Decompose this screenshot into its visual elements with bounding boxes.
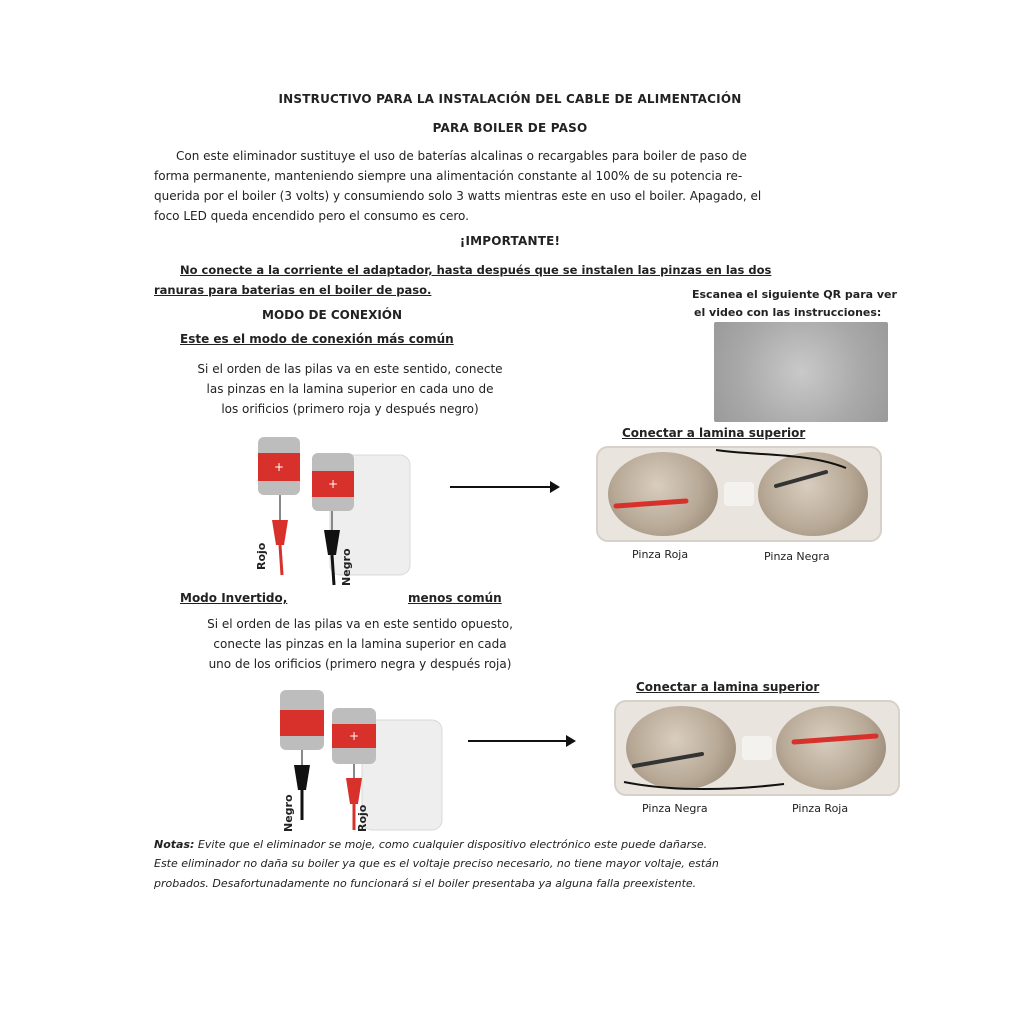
inverted-mode-line-3: uno de los orificios (primero negra y después roja)	[208, 657, 512, 671]
document-title: INSTRUCTIVO PARA LA INSTALACIÓN DEL CABLE DE ALIMENTACIÓN	[278, 92, 742, 106]
photo2-label-left: Pinza Negra	[642, 802, 708, 815]
battery2-label-black: Negro	[282, 794, 295, 832]
inverted-mode-suffix: menos común	[408, 591, 502, 605]
connection-heading: MODO DE CONEXIÓN	[262, 308, 403, 322]
notes-text-1: Evite que el eliminador se moje, como cualquier dispositivo electrónico este puede dañarse.	[194, 838, 708, 851]
intro-line-3: querida por el boiler (3 volts) y consumiendo solo 3 watts mientras este en uso el boiler. Apagado, el	[154, 189, 762, 203]
svg-text:+: +	[327, 477, 339, 491]
notes-line-1	[154, 834, 924, 855]
boiler-photo-inverted	[614, 700, 900, 796]
battery-right-2	[332, 708, 376, 764]
important-line-1: No conecte a la corriente el adaptador, hasta después que se instalen las pinzas en las dos	[180, 263, 772, 277]
battery-right	[312, 453, 354, 511]
arrow-right-2	[468, 740, 574, 742]
battery2-label-red: Rojo	[356, 804, 369, 832]
inverted-mode-line-1: Si el orden de las pilas va en este sentido opuesto,	[207, 617, 513, 631]
intro-line-2: forma permanente, manteniendo siempre una alimentación constante al 100% de su potencia re-	[154, 169, 743, 183]
black-clip-2	[294, 765, 310, 790]
important-line-2: ranuras para baterias en el boiler de paso.	[154, 283, 432, 297]
notes-line-2: Este eliminador no daña su boiler ya que es el voltaje preciso necesario, no tiene mayor voltaje, están	[154, 857, 719, 870]
red-clip	[272, 520, 288, 545]
photo2-label-right: Pinza Roja	[792, 802, 849, 815]
intro-line-4: foco LED queda encendido pero el consumo es cero.	[154, 209, 469, 223]
arrow-right-1	[450, 486, 558, 488]
qr-caption-line-2: el video con las instrucciones:	[694, 306, 882, 319]
common-mode-line-3: los orificios (primero roja y después negro)	[221, 402, 479, 416]
intro-line-1: Con este eliminador sustituye el uso de baterías alcalinas o recargables para boiler de paso de	[176, 149, 747, 163]
inverted-mode-heading: Modo Invertido,	[180, 591, 288, 605]
qr-code-image[interactable]	[714, 322, 888, 422]
battery-left	[258, 437, 300, 495]
common-mode-line-1: Si el orden de las pilas va en este sentido, conecte	[197, 362, 503, 376]
svg-text:+: +	[273, 460, 285, 474]
photo1-title: Conectar a lamina superior	[622, 426, 806, 440]
qr-caption-line-1: Escanea el siguiente QR para ver	[692, 288, 897, 301]
red-clip-2	[346, 778, 362, 804]
photo1-label-right: Pinza Negra	[764, 550, 830, 563]
document-subtitle: PARA BOILER DE PASO	[432, 121, 588, 135]
photo2-title: Conectar a lamina superior	[636, 680, 820, 694]
notes-line-3: probados. Desafortunadamente no funcionará si el boiler presentaba ya alguna falla preexistente.	[154, 877, 697, 890]
battery1-label-red: Rojo	[255, 542, 268, 570]
inverted-mode-line-2: conecte las pinzas en la lamina superior en cada	[213, 637, 507, 651]
battery-left-2	[280, 690, 324, 750]
svg-text:+: +	[348, 729, 360, 743]
photo1-label-left: Pinza Roja	[632, 548, 689, 561]
battery-illustration-common	[240, 425, 430, 590]
important-heading: ¡IMPORTANTE!	[459, 234, 561, 248]
notes-label: Notas:	[154, 838, 195, 851]
battery1-label-black: Negro	[340, 548, 353, 586]
common-mode-heading: Este es el modo de conexión más común	[180, 332, 454, 346]
boiler-photo-common	[596, 446, 882, 542]
common-mode-line-2: las pinzas en la lamina superior en cada uno de	[206, 382, 494, 396]
